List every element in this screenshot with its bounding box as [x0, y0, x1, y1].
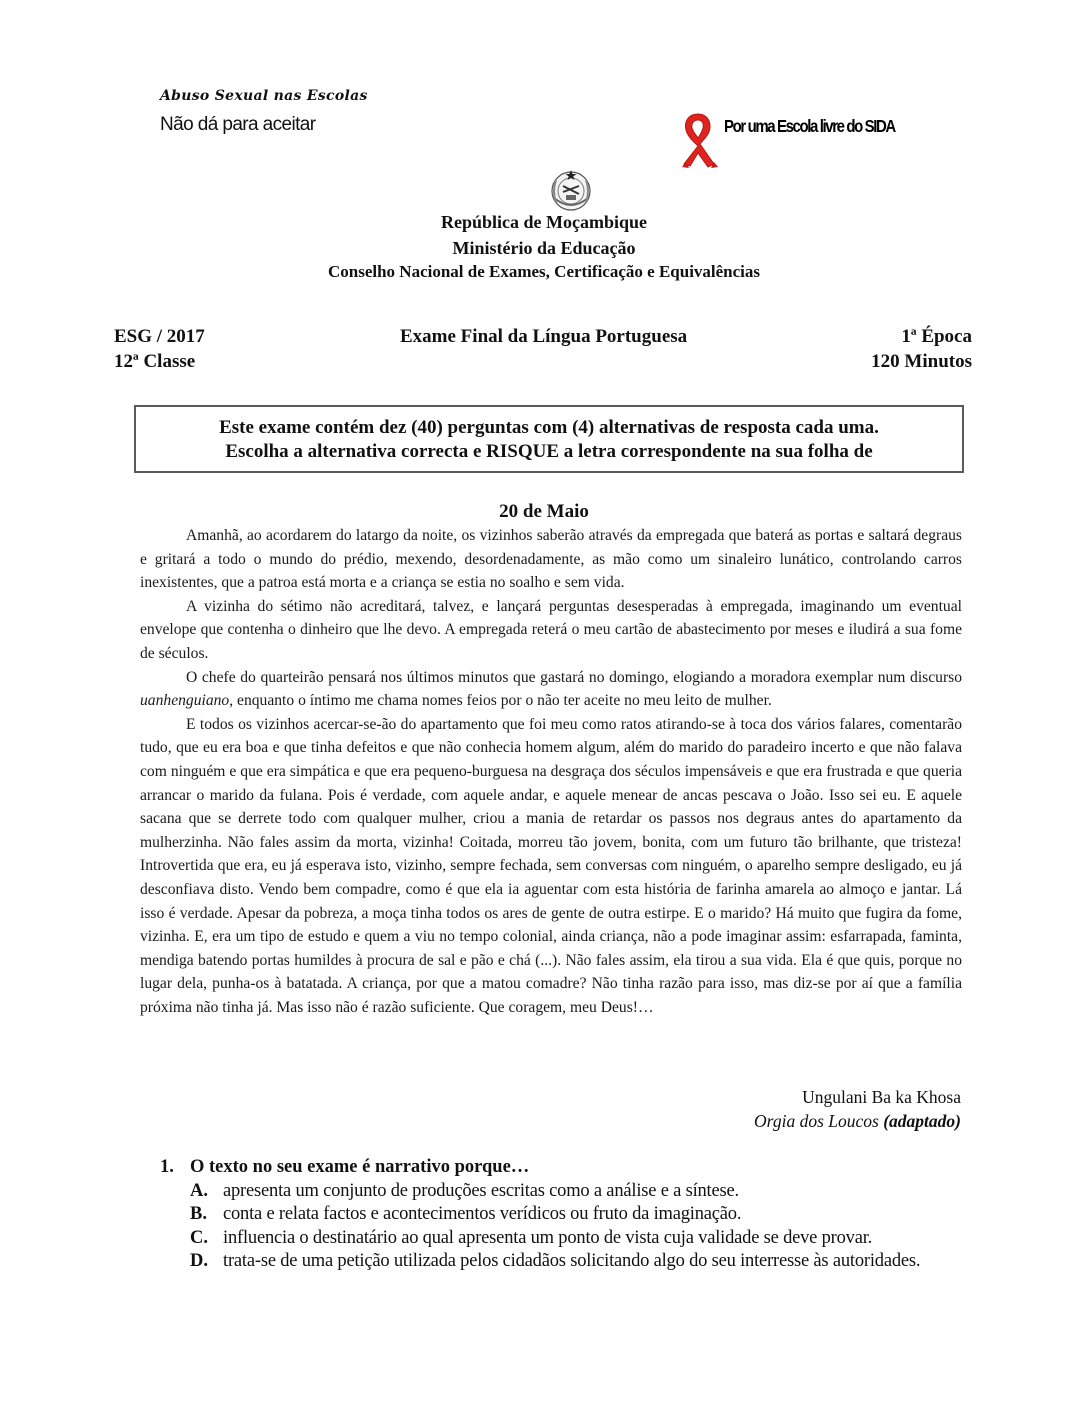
text-source: [754, 1109, 961, 1134]
source-work-title: Orgia dos Loucos: [754, 1111, 879, 1131]
instructions-line-1: Este exame contém dez (40) perguntas com (4) alternativas de resposta cada uma.: [219, 417, 879, 438]
answer-option-c[interactable]: [160, 1227, 1060, 1251]
instructions-box: [134, 405, 964, 473]
reading-passage: [140, 524, 962, 1019]
source-note: (adaptado): [883, 1111, 961, 1131]
campaign-slogan: Por uma Escola livre do SIDA: [724, 117, 895, 137]
passage-italic-term: uanhenguiano: [140, 692, 230, 710]
passage-paragraph: Amanhã, ao acordarem do latargo da noite, os vizinhos saberão através da empregada que baterá as portas e saltará degraus e gritará a todo o mundo do prédio, mexendo, desordenadamente, as mão como um sinaleiro lunático, controlando carros inexistentes, que a patroa está morta e a criança se estia no soalho e sem vida.: [140, 527, 962, 592]
passage-text: , enquanto o íntimo me chama nomes feios por o não ter aceite no meu leito de mulher.: [229, 692, 772, 710]
option-letter: A.: [190, 1180, 208, 1201]
slogan-main: Não dá para aceitar: [160, 114, 316, 135]
institution-council: Conselho Nacional de Exames, Certificação e Equivalências: [327, 262, 761, 281]
slogan-script: Abuso Sexual nas Escolas: [160, 88, 368, 104]
question-1: [160, 1156, 1060, 1274]
institution-republic: República de Moçambique: [440, 212, 647, 232]
answer-option-a[interactable]: [160, 1180, 1060, 1204]
question-number: 1.: [160, 1157, 174, 1177]
exam-duration: 120 Minutos: [871, 351, 972, 372]
option-letter: D.: [190, 1251, 208, 1272]
option-letter: B.: [190, 1204, 207, 1225]
passage-text: O chefe do quarteirão pensará nos últimos minutos que gastará no domingo, elogiando a moradora exemplar num discurso: [186, 668, 962, 686]
mozambique-coat-of-arms-icon: [546, 168, 596, 214]
instructions-line-2: Escolha a alternativa correcta e RISQUE a letra correspondente na sua folha de: [225, 441, 873, 462]
red-awareness-ribbon-icon: [670, 110, 726, 170]
exam-title: Exame Final da Língua Portuguesa: [400, 326, 688, 347]
option-text: trata-se de uma petição utilizada pelos cidadãos solicitando algo do seu interresse às autoridades.: [223, 1251, 921, 1272]
option-text: conta e relata factos e acontecimentos verídicos ou fruto da imaginação.: [223, 1204, 742, 1225]
text-title: 20 de Maio: [499, 501, 589, 522]
exam-epoch: 1ª Época: [901, 326, 972, 347]
question-stem: [160, 1156, 1060, 1180]
option-letter: C.: [190, 1227, 208, 1248]
passage-paragraph: A vizinha do sétimo não acreditará, talvez, e lançará perguntas desesperadas à empregada, imaginando um eventual envelope que contenha o dinheiro que lhe devo. A empregada reterá o meu cartão de abastecimento por meses e iludirá a sua fome de séculos.: [140, 597, 962, 662]
text-author: Ungulani Ba ka Khosa: [802, 1087, 961, 1107]
exam-code: ESG / 2017: [114, 326, 205, 347]
answer-option-b[interactable]: [160, 1203, 1060, 1227]
passage-paragraph: [140, 666, 962, 713]
option-text: apresenta um conjunto de produções escritas como a análise e a síntese.: [223, 1180, 739, 1201]
exam-grade: 12ª Classe: [114, 351, 196, 372]
question-text: O texto no seu exame é narrativo porque…: [190, 1157, 530, 1177]
option-text: influencia o destinatário ao qual apresenta um ponto de vista cuja validade se deve provar.: [223, 1227, 873, 1248]
passage-paragraph: E todos os vizinhos acercar-se-ão do apartamento que foi meu como ratos atirando-se à toca dos vários falares, comentarão tudo, que eu era boa e que tinha defeitos e que não conhecia homem algum, além do marido do paradeiro incerto e que não falava com ninguém e que era simpática e que era pequeno-burguesa na desgraça dos séculos impensáveis e que era frustrada e que queria arrancar o marido da fulana. Pois é verdade, com aquele andar, e aquele menear de ancas pescava o João. Isso sei eu. E aquele sacana que se derrete todo com qualquer mulher, criou a mania de retardar os passos nos degraus antes do apartamento da mulherzinha. Não fales assim da morta, vizinha! Coitada, morreu tão jovem, bonita, com um futuro tão brilhante, que tristeza! Introvertida que era, eu já esperava isto, vizinho, sempre fechada, sem conversas com ninguém, o aparelho sempre desligado, eu já desconfiava disto. Vendo bem compadre, como é que ela ia aguentar com esta história de farinha amarela ao almoço e jantar. Lá isso é verdade. Apesar da pobreza, a moça tinha todos os ares de gente de outra estirpe. E o marido? Há muito que fugira da fome, vizinha. E, era um tipo de estudo e quem a viu no tempo colonial, ainda criança, não a pode imaginar assim: esfarrapada, faminta, mendiga batendo portas humildes à procura de sal e pão e chá (...). Não fales assim, ela tirou a sua vida. Ela é que quis, porque no lugar dela, punha-os à batatada. A criança, por que a matou comadre? Não tinha razão para isso, mas diz-se por aí que a família próxima não tinha já. Mas isso não é razão suficiente. Que coragem, meu Deus!…: [140, 715, 962, 1016]
institution-ministry: Ministério da Educação: [452, 238, 636, 258]
answer-option-d[interactable]: [160, 1250, 1060, 1274]
